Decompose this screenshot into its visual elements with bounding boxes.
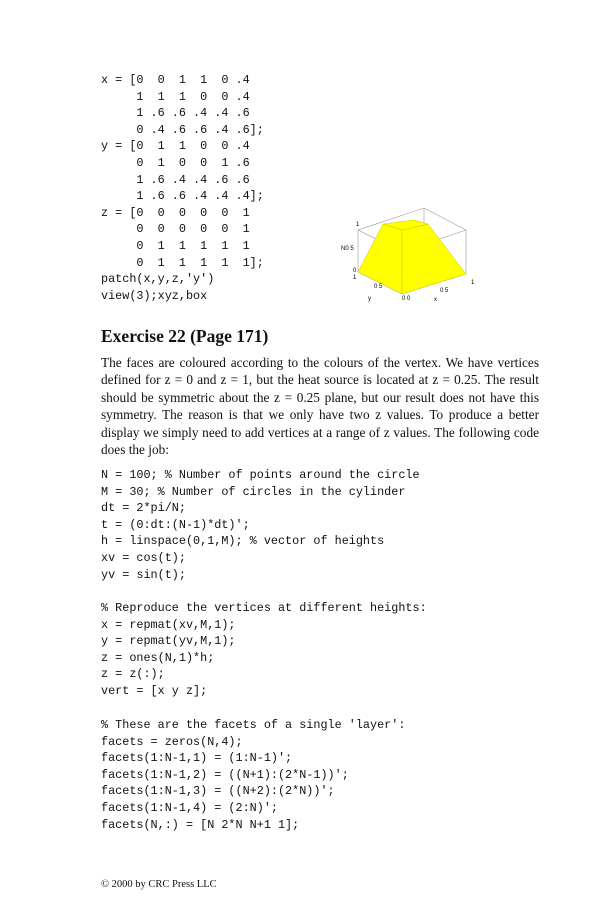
exercise-heading: Exercise 22 (Page 171) bbox=[101, 326, 269, 346]
z-tick-bottom: 0 bbox=[353, 268, 357, 274]
y-tick-mid: 0 5 bbox=[374, 284, 383, 290]
explanation-paragraph: The faces are coloured according to the colours of the vertex. We have vertices defined for z = 0 and z = 1, but the heat source is located at z = 0.25. The result should be symmetric about the z = 0.25 plane, but our result does not have this symmetry. The reason is that we only have two z values. To produce a better display we simply need to add vertices at a range of z values. The following code does the job: bbox=[101, 355, 539, 458]
z-tick-mid: N0 5 bbox=[341, 246, 354, 252]
pyramid-face bbox=[402, 224, 466, 294]
z-tick-bottom-2: 1 bbox=[353, 275, 357, 281]
origin-tick: 0 0 bbox=[402, 296, 411, 302]
pyramid-patch-plot bbox=[336, 200, 496, 305]
y-axis-label: y bbox=[368, 296, 371, 302]
x-axis-label: x bbox=[434, 297, 437, 303]
code-block-setup: N = 100; % Number of points around the circle M = 30; % Number of circles in the cylinder dt = 2*pi/N; t = (0:dt:(N-1)*dt)'; h = linspace(0,1,M); % vector of heights xv = cos(t); yv = sin(t); bbox=[101, 468, 420, 582]
code-block-vertices: % Reproduce the vertices at different heights: x = repmat(xv,M,1); y = repmat(yv,M,1); z = ones(N,1)*h; z = z(:); vert = [x y z]; bbox=[101, 601, 427, 698]
z-tick-top: 1 bbox=[356, 222, 360, 228]
copyright-footer: © 2000 by CRC Press LLC bbox=[101, 879, 217, 890]
x-tick-mid: 0 5 bbox=[440, 288, 449, 294]
code-block-facets: % These are the facets of a single 'layer': facets = zeros(N,4); facets(1:N-1,1) = (1:N-1)'; facets(1:N-1,2) = ((N+1):(2*N-1))'; facets(1:N-1,3) = ((N+2):(2*N))'; facets(1:N-1,4) = (2:N)'; facets(N,:) = [N 2*N N+1 1]; bbox=[101, 718, 406, 832]
code-block-patch: x = [0 0 1 1 0 .4 1 1 1 0 0 .4 1 .6 .6 .4 .4 .6 0 .4 .6 .6 .4 .6]; y = [0 1 1 0 0 .4 0 1 0 0 1 .6 1 .6 .4 .4 .6 .6 1 .6 .6 .4 .4 .4]; z = [0 0 0 0 0 1 0 0 0 0 0 1 0 1 1 1 1 1 0 1 1 1 1 1]; patch(x,y,z,'y') view(3);xyz,box bbox=[101, 73, 264, 303]
pyramid-faces bbox=[358, 220, 466, 294]
x-tick-end: 1 bbox=[471, 280, 475, 286]
